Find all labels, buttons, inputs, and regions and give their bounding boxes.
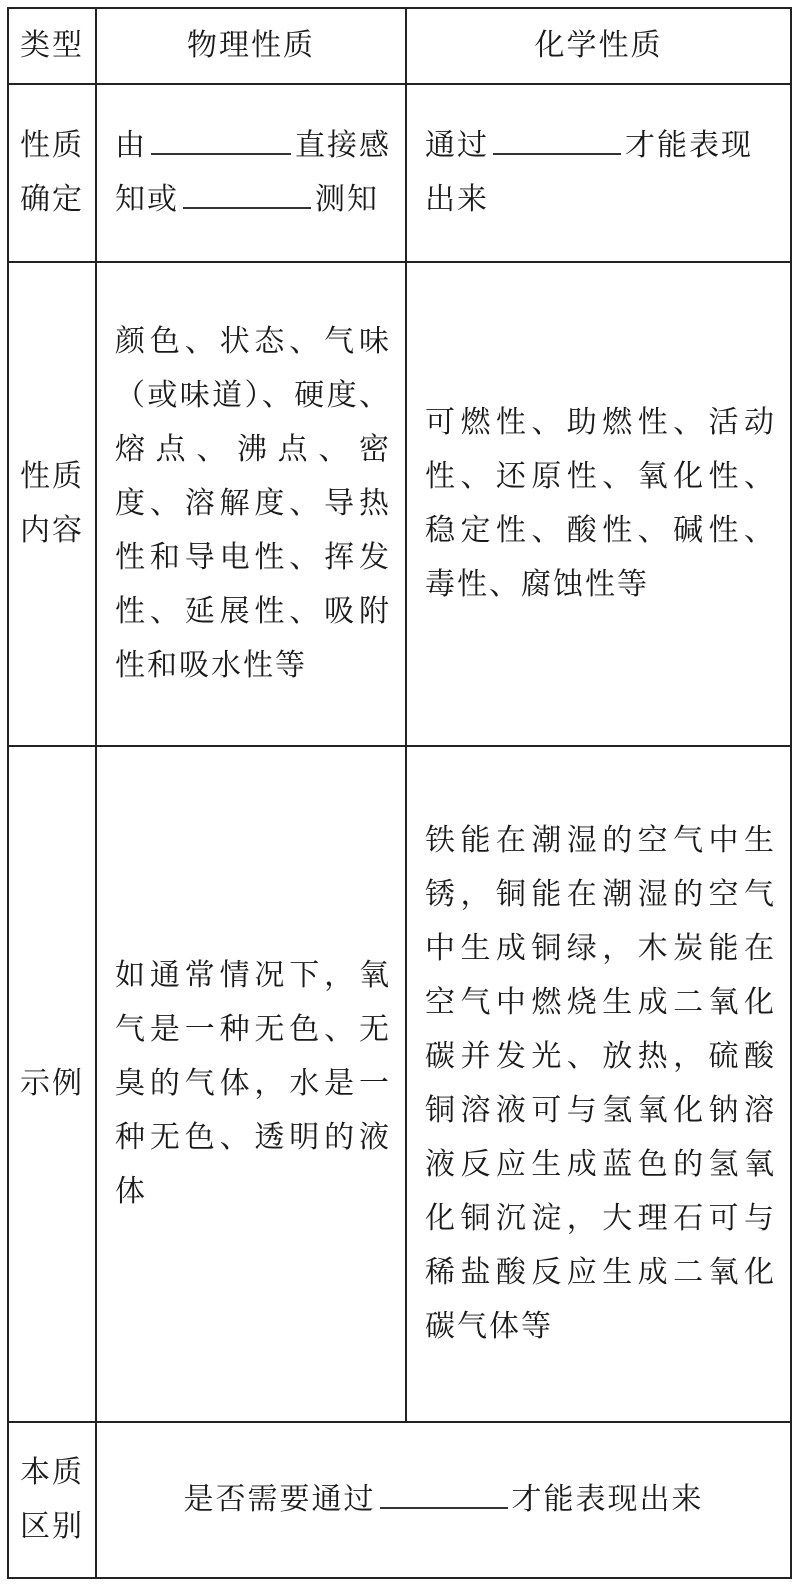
row-label-essential-difference bbox=[8, 1422, 96, 1578]
text: 才能表现 bbox=[625, 128, 753, 163]
physical-content-cell: 颜色、状态、气味（或味道）、硬度、熔点、沸点、密度、溶解度、导热性和导电性、挥发性、延展性、吸附性和吸水性等 bbox=[96, 262, 406, 746]
text: 是否需要通过 bbox=[183, 1482, 376, 1517]
physical-determination-cell bbox=[96, 84, 406, 262]
row-label-line: 区别 bbox=[20, 1509, 84, 1544]
row-label-line: 示例 bbox=[20, 1066, 84, 1101]
text: 通过 bbox=[425, 128, 489, 163]
row-content bbox=[8, 262, 791, 746]
row-label-content bbox=[8, 262, 96, 746]
header-physical: 物理性质 bbox=[96, 8, 406, 84]
text: 知或 bbox=[115, 182, 179, 217]
row-essential-difference bbox=[8, 1422, 791, 1578]
row-label-line: 性质 bbox=[20, 128, 84, 163]
properties-table bbox=[7, 7, 792, 1579]
fill-in-blank[interactable] bbox=[493, 119, 621, 155]
text: 直接感 bbox=[295, 128, 391, 163]
header-type: 类型 bbox=[8, 8, 96, 84]
text: 由 bbox=[115, 128, 147, 163]
row-label-determination bbox=[8, 84, 96, 262]
chemical-determination-cell bbox=[406, 84, 791, 262]
physical-determination-line2 bbox=[115, 173, 391, 227]
text: 测知 bbox=[315, 182, 379, 217]
header-chemical: 化学性质 bbox=[406, 8, 791, 84]
fill-in-blank[interactable] bbox=[151, 119, 291, 155]
row-label-line: 本质 bbox=[20, 1455, 84, 1490]
chemical-example-cell: 铁能在潮湿的空气中生锈，铜能在潮湿的空气中生成铜绿，木炭能在空气中燃烧生成二氧化碳并发光、放热，硫酸铜溶液可与氢氧化钠溶液反应生成蓝色的氢氧化铜沉淀，大理石可与稀盐酸反应生成二氧化碳气体等 bbox=[406, 746, 791, 1422]
chemical-determination-line1 bbox=[425, 119, 776, 173]
physical-determination-line1 bbox=[115, 119, 391, 173]
header-row bbox=[8, 8, 791, 84]
essential-difference-cell bbox=[96, 1422, 791, 1578]
row-label-line: 内容 bbox=[20, 513, 84, 548]
row-determination bbox=[8, 84, 791, 262]
physical-example-cell: 如通常情况下，氧气是一种无色、无臭的气体，水是一种无色、透明的液体 bbox=[96, 746, 406, 1422]
row-label-line: 性质 bbox=[20, 459, 84, 494]
row-label-line: 确定 bbox=[20, 182, 84, 217]
chemical-determination-line2: 出来 bbox=[425, 182, 489, 217]
fill-in-blank[interactable] bbox=[380, 1473, 508, 1509]
row-label-example bbox=[8, 746, 96, 1422]
row-example bbox=[8, 746, 791, 1422]
chemical-content-cell: 可燃性、助燃性、活动性、还原性、氧化性、稳定性、酸性、碱性、毒性、腐蚀性等 bbox=[406, 262, 791, 746]
text: 才能表现出来 bbox=[511, 1482, 704, 1517]
fill-in-blank[interactable] bbox=[183, 173, 311, 209]
